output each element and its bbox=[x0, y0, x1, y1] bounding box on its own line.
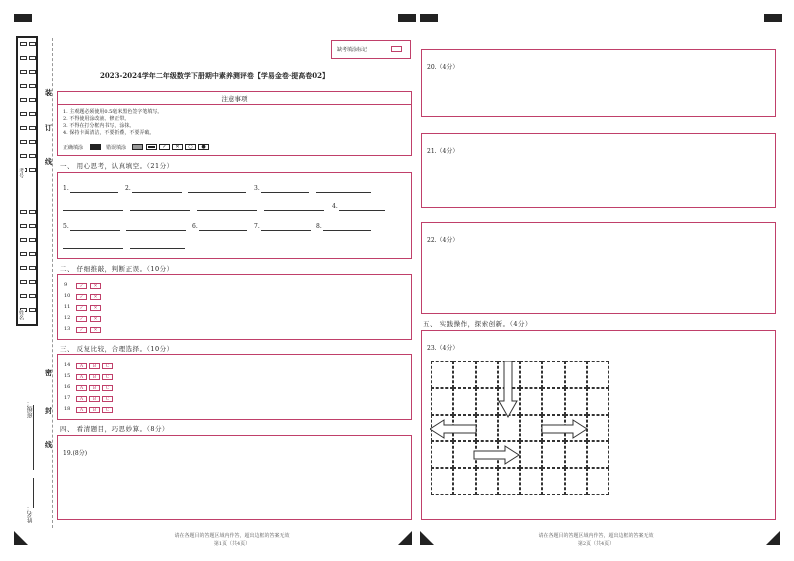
registration-mark bbox=[14, 14, 32, 22]
binding-feng: 封 bbox=[45, 406, 52, 415]
choice-option[interactable]: B bbox=[89, 385, 100, 391]
notice-box bbox=[57, 91, 412, 156]
true-option[interactable]: ✓ bbox=[76, 305, 87, 311]
xingming-label: 姓名 bbox=[18, 310, 24, 320]
wrong-fill-sample: ✓ bbox=[159, 144, 170, 150]
grid-cell bbox=[476, 468, 498, 495]
answer-blank[interactable] bbox=[197, 210, 257, 211]
class-line bbox=[33, 405, 34, 470]
q-number: 2. bbox=[125, 185, 131, 192]
id-bubble[interactable] bbox=[29, 308, 36, 312]
grid-cell bbox=[453, 468, 475, 495]
choice-option[interactable]: A bbox=[76, 385, 87, 391]
grid-cell bbox=[476, 415, 498, 442]
q-number: 4. bbox=[332, 203, 338, 210]
grid-cell bbox=[476, 388, 498, 415]
id-bubble[interactable] bbox=[20, 84, 27, 88]
footer-note-text: 请在各题目的答题区域内作答，超出边框的答案无效 bbox=[174, 533, 290, 539]
id-bubble[interactable] bbox=[20, 238, 27, 242]
grid-cell bbox=[520, 441, 542, 468]
choice-option[interactable]: C bbox=[102, 385, 113, 391]
id-bubble[interactable] bbox=[29, 42, 36, 46]
id-bubble[interactable] bbox=[20, 224, 27, 228]
true-option[interactable]: ✓ bbox=[76, 316, 87, 322]
q-number: 12 bbox=[64, 315, 71, 321]
binding-xian2: 线 bbox=[45, 440, 52, 449]
id-bubble[interactable] bbox=[29, 280, 36, 284]
id-bubble[interactable] bbox=[29, 112, 36, 116]
registration-mark bbox=[420, 14, 438, 22]
section1-title: 一、 用心思考，认真填空。（21分） bbox=[60, 162, 174, 170]
wrong-fill-label: 错误填涂 bbox=[106, 145, 127, 151]
wrong-fill-sample bbox=[146, 144, 157, 150]
section2-box[interactable] bbox=[57, 274, 412, 340]
id-bubble[interactable] bbox=[29, 154, 36, 158]
answer-blank[interactable] bbox=[323, 230, 371, 231]
q-number: 9 bbox=[64, 282, 68, 288]
q-number: 13 bbox=[64, 326, 71, 332]
registration-mark bbox=[764, 14, 782, 22]
section3-box[interactable] bbox=[57, 354, 412, 420]
answer-blank[interactable] bbox=[132, 192, 182, 193]
binding-mi: 密 bbox=[45, 368, 52, 377]
answer-blank[interactable] bbox=[339, 210, 385, 211]
section5-title: 五、 实践操作，探索创新。（4分） bbox=[423, 320, 532, 328]
true-option[interactable]: ✓ bbox=[76, 294, 87, 300]
arrow-right-icon bbox=[541, 419, 589, 439]
false-option[interactable]: ✕ bbox=[90, 327, 101, 333]
id-bubble[interactable] bbox=[29, 98, 36, 102]
q22-label: 22.（4分） bbox=[427, 237, 459, 244]
id-bubble[interactable] bbox=[20, 56, 27, 60]
id-bubble[interactable] bbox=[20, 252, 27, 256]
grid-cell bbox=[542, 361, 564, 388]
registration-mark bbox=[398, 14, 416, 22]
grid-cell bbox=[520, 388, 542, 415]
absent-mark-box[interactable] bbox=[331, 40, 411, 59]
q-number: 11 bbox=[64, 304, 71, 310]
q19-box[interactable] bbox=[57, 435, 412, 520]
notice-line: 4. 保持卡面清洁，不要折叠，不要弄破。 bbox=[63, 130, 155, 136]
section1-box[interactable] bbox=[57, 172, 412, 259]
true-option[interactable]: ✓ bbox=[76, 327, 87, 333]
id-bubble[interactable] bbox=[29, 84, 36, 88]
grid-cell bbox=[565, 441, 587, 468]
choice-option[interactable]: C bbox=[102, 363, 113, 369]
section4-title: 四、 看清题目，巧思妙算。（8分） bbox=[60, 425, 169, 433]
choice-option[interactable]: A bbox=[76, 363, 87, 369]
q-number: 3. bbox=[254, 185, 260, 192]
false-option[interactable]: ✕ bbox=[90, 283, 101, 289]
binding-line bbox=[52, 38, 53, 528]
binding-xian: 线 bbox=[45, 157, 52, 166]
grid-cell bbox=[476, 361, 498, 388]
student-id-grid[interactable] bbox=[16, 36, 38, 326]
answer-blank[interactable] bbox=[261, 192, 309, 193]
grid-cell bbox=[431, 468, 453, 495]
grid-cell bbox=[587, 415, 609, 442]
id-bubble[interactable] bbox=[29, 266, 36, 270]
id-bubble[interactable] bbox=[20, 154, 27, 158]
grid-cell bbox=[520, 361, 542, 388]
grid-cell bbox=[431, 361, 453, 388]
correct-fill-label: 正确填涂 bbox=[63, 145, 84, 151]
q19-label: 19.(8分) bbox=[63, 450, 88, 457]
choice-option[interactable]: C bbox=[102, 396, 113, 402]
q-number: 18 bbox=[64, 406, 71, 412]
grid-cell bbox=[587, 441, 609, 468]
q-number: 1. bbox=[63, 185, 69, 192]
id-bubble[interactable] bbox=[29, 70, 36, 74]
answer-blank[interactable] bbox=[70, 230, 120, 231]
page-number: 第1页（共4页） bbox=[213, 541, 251, 547]
grid-cell bbox=[565, 388, 587, 415]
id-bubble[interactable] bbox=[29, 168, 36, 172]
wrong-fill-sample: ✕ bbox=[172, 144, 183, 150]
section2-title: 二、 仔细推敲，判断正误。（10分） bbox=[60, 265, 174, 273]
binding-zhuang: 装 bbox=[45, 88, 52, 97]
false-option[interactable]: ✕ bbox=[90, 305, 101, 311]
choice-option[interactable]: B bbox=[89, 363, 100, 369]
q-number: 10 bbox=[64, 293, 71, 299]
grid-cell bbox=[587, 468, 609, 495]
grid-cell bbox=[453, 388, 475, 415]
corner-triangle bbox=[398, 531, 412, 545]
notice-divider bbox=[58, 104, 411, 105]
id-bubble[interactable] bbox=[20, 280, 27, 284]
id-bubble[interactable] bbox=[20, 140, 27, 144]
arrow-left-icon bbox=[430, 419, 478, 439]
id-bubble[interactable] bbox=[20, 70, 27, 74]
q22-box[interactable] bbox=[421, 222, 776, 314]
corner-triangle bbox=[420, 531, 434, 545]
choice-option[interactable]: B bbox=[89, 407, 100, 413]
id-bubble[interactable] bbox=[29, 140, 36, 144]
q-number: 8. bbox=[316, 223, 322, 230]
grid-cell bbox=[587, 361, 609, 388]
exam-title: 2023-2024学年二年级数学下册期中素养测评卷【学易金卷·提高卷02】 bbox=[100, 71, 330, 80]
false-option[interactable]: ✕ bbox=[90, 316, 101, 322]
choice-option[interactable]: A bbox=[76, 407, 87, 413]
grid-cell bbox=[520, 468, 542, 495]
q-number: 7. bbox=[254, 223, 260, 230]
corner-triangle bbox=[766, 531, 780, 545]
choice-option[interactable]: C bbox=[102, 374, 113, 380]
grid-cell bbox=[565, 361, 587, 388]
notice-line: 3. 不得在打分框内书写，涂抹。 bbox=[63, 123, 135, 129]
id-bubble[interactable] bbox=[29, 294, 36, 298]
kaohao-label: 考号 bbox=[18, 168, 24, 178]
grid-cell bbox=[565, 468, 587, 495]
corner-triangle bbox=[14, 531, 28, 545]
id-bubble[interactable] bbox=[20, 294, 27, 298]
q-number: 16 bbox=[64, 384, 71, 390]
id-bubble[interactable] bbox=[29, 56, 36, 60]
answer-blank[interactable] bbox=[126, 230, 186, 231]
q-number: 15 bbox=[64, 373, 71, 379]
answer-blank[interactable] bbox=[63, 248, 123, 249]
id-bubble[interactable] bbox=[29, 224, 36, 228]
id-bubble[interactable] bbox=[29, 210, 36, 214]
q21-box[interactable] bbox=[421, 133, 776, 208]
id-bubble[interactable] bbox=[29, 252, 36, 256]
answer-blank[interactable] bbox=[188, 192, 246, 193]
grid-cell bbox=[542, 468, 564, 495]
choice-option[interactable]: A bbox=[76, 374, 87, 380]
footer-note bbox=[132, 532, 332, 548]
answer-blank[interactable] bbox=[70, 192, 118, 193]
q20-box[interactable] bbox=[421, 49, 776, 117]
arrow-right-icon bbox=[473, 445, 521, 465]
notice-title: 注意事项 bbox=[221, 95, 248, 103]
answer-blank[interactable] bbox=[264, 210, 324, 211]
q20-label: 20.（4分） bbox=[427, 64, 459, 71]
id-bubble[interactable] bbox=[20, 266, 27, 270]
answer-blank[interactable] bbox=[316, 192, 371, 193]
grid-cell bbox=[542, 441, 564, 468]
q23-box[interactable] bbox=[421, 330, 776, 520]
wrong-fill-sample: ● bbox=[198, 144, 209, 150]
q-number: 6. bbox=[192, 223, 198, 230]
grid-cell bbox=[453, 361, 475, 388]
grid-cell bbox=[587, 388, 609, 415]
correct-fill-sample bbox=[90, 144, 101, 150]
false-option[interactable]: ✕ bbox=[90, 294, 101, 300]
answer-blank[interactable] bbox=[199, 230, 247, 231]
name-line bbox=[33, 478, 34, 508]
choice-option[interactable]: C bbox=[102, 407, 113, 413]
page-number: 第2页（共4页） bbox=[577, 541, 615, 547]
id-bubble[interactable] bbox=[20, 98, 27, 102]
id-bubble[interactable] bbox=[29, 126, 36, 130]
name-label: 姓名： bbox=[27, 505, 34, 523]
wrong-fill-sample: ○ bbox=[185, 144, 196, 150]
q-number: 14 bbox=[64, 362, 71, 368]
footer-note bbox=[496, 532, 696, 548]
id-bubble[interactable] bbox=[20, 112, 27, 116]
id-bubble[interactable] bbox=[20, 126, 27, 130]
grid-cell bbox=[542, 388, 564, 415]
id-bubble[interactable] bbox=[20, 42, 27, 46]
choice-option[interactable]: B bbox=[89, 396, 100, 402]
footer-note-text: 请在各题目的答题区域内作答，超出边框的答案无效 bbox=[538, 533, 654, 539]
grid-cell bbox=[520, 415, 542, 442]
notice-line: 2. 不得使用涂改液、修正带。 bbox=[63, 116, 130, 122]
wrong-fill-sample bbox=[132, 144, 143, 150]
answer-blank[interactable] bbox=[63, 210, 123, 211]
arrow-down-icon bbox=[498, 361, 518, 419]
section3-title: 三、 反复比较，合理选择。（10分） bbox=[60, 345, 174, 353]
id-bubble[interactable] bbox=[20, 210, 27, 214]
answer-blank[interactable] bbox=[261, 230, 311, 231]
true-option[interactable]: ✓ bbox=[76, 283, 87, 289]
grid-cell bbox=[431, 388, 453, 415]
id-bubble[interactable] bbox=[29, 238, 36, 242]
q23-label: 23.（4分） bbox=[427, 345, 459, 352]
q21-label: 21.（4分） bbox=[427, 148, 459, 155]
absent-mark-bubble[interactable] bbox=[391, 46, 402, 52]
q-number: 5. bbox=[63, 223, 69, 230]
notice-line: 1. 主观题必须使用0.5毫米黑色签字笔填写。 bbox=[63, 109, 163, 115]
grid-cell bbox=[431, 441, 453, 468]
binding-ding: 订 bbox=[45, 123, 52, 132]
absent-mark-label: 缺考填涂标记 bbox=[337, 47, 368, 53]
class-label: 班级： bbox=[27, 400, 34, 418]
choice-option[interactable]: A bbox=[76, 396, 87, 402]
q-number: 17 bbox=[64, 395, 71, 401]
choice-option[interactable]: B bbox=[89, 374, 100, 380]
answer-blank[interactable] bbox=[130, 210, 190, 211]
grid-cell bbox=[498, 468, 520, 495]
answer-blank[interactable] bbox=[130, 248, 185, 249]
